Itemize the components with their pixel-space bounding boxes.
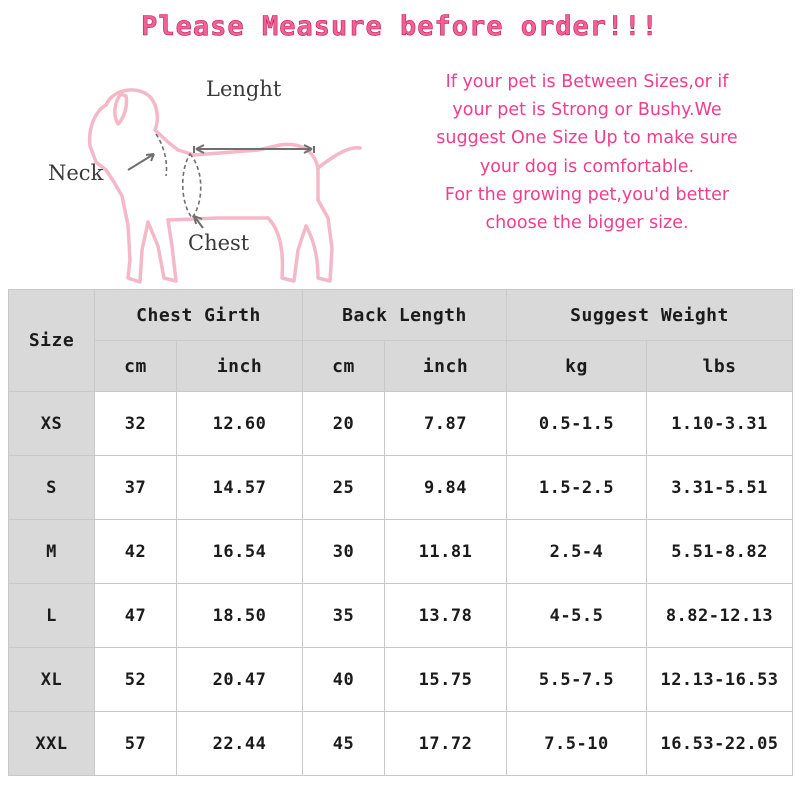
table-group-header-row — [9, 290, 793, 341]
header-suggest-weight: Suggest Weight — [507, 290, 793, 341]
table-row — [9, 392, 793, 456]
cell-size: S — [9, 456, 95, 520]
cell-chest-inch: 20.47 — [177, 648, 303, 712]
cell-weight-lbs: 5.51-8.82 — [647, 520, 793, 584]
cell-chest-inch: 22.44 — [177, 712, 303, 776]
cell-weight-kg: 5.5-7.5 — [507, 648, 647, 712]
cell-back-inch: 13.78 — [385, 584, 507, 648]
label-neck: Neck — [48, 160, 104, 185]
note-line: suggest One Size Up to make sure — [436, 128, 738, 149]
table-row — [9, 648, 793, 712]
table-unit-header-row — [9, 341, 793, 392]
header-chest-girth: Chest Girth — [95, 290, 303, 341]
note-line: For the growing pet,you'd better — [444, 185, 730, 206]
cell-chest-inch: 16.54 — [177, 520, 303, 584]
cell-size: XL — [9, 648, 95, 712]
cell-back-cm: 45 — [303, 712, 385, 776]
header-back-cm: cm — [303, 341, 385, 392]
cell-back-cm: 25 — [303, 456, 385, 520]
cell-back-inch: 11.81 — [385, 520, 507, 584]
cell-back-cm: 30 — [303, 520, 385, 584]
cell-weight-kg: 7.5-10 — [507, 712, 647, 776]
cell-chest-inch: 12.60 — [177, 392, 303, 456]
cell-weight-kg: 0.5-1.5 — [507, 392, 647, 456]
table-row — [9, 712, 793, 776]
cell-chest-inch: 14.57 — [177, 456, 303, 520]
cell-back-inch: 17.72 — [385, 712, 507, 776]
table-row — [9, 584, 793, 648]
page-title: Please Measure before order!!! — [141, 11, 659, 42]
cell-size: M — [9, 520, 95, 584]
illustration-section — [0, 46, 800, 296]
note-line: If your pet is Between Sizes,or if — [445, 71, 729, 92]
header-back-length: Back Length — [303, 290, 507, 341]
cell-size: XS — [9, 392, 95, 456]
header-size: Size — [9, 290, 95, 392]
header-weight-kg: kg — [507, 341, 647, 392]
header-weight-lbs: lbs — [647, 341, 793, 392]
sizing-note — [392, 68, 782, 238]
label-length: Lenght — [206, 76, 282, 101]
cell-chest-cm: 47 — [95, 584, 177, 648]
cell-chest-cm: 57 — [95, 712, 177, 776]
cell-chest-inch: 18.50 — [177, 584, 303, 648]
cell-back-inch: 15.75 — [385, 648, 507, 712]
header-chest-inch: inch — [177, 341, 303, 392]
cell-weight-kg: 4-5.5 — [507, 584, 647, 648]
cell-weight-lbs: 3.31-5.51 — [647, 456, 793, 520]
note-line: choose the bigger size. — [485, 213, 689, 234]
header-chest-cm: cm — [95, 341, 177, 392]
dog-diagram — [18, 50, 378, 295]
cell-back-inch: 7.87 — [385, 392, 507, 456]
cell-weight-kg: 2.5-4 — [507, 520, 647, 584]
cell-back-cm: 35 — [303, 584, 385, 648]
cell-weight-lbs: 12.13-16.53 — [647, 648, 793, 712]
cell-back-cm: 40 — [303, 648, 385, 712]
note-line: your dog is comfortable. — [479, 156, 695, 177]
header-back-inch: inch — [385, 341, 507, 392]
label-chest: Chest — [188, 230, 250, 255]
cell-weight-kg: 1.5-2.5 — [507, 456, 647, 520]
size-table — [8, 289, 793, 776]
cell-chest-cm: 37 — [95, 456, 177, 520]
cell-chest-cm: 52 — [95, 648, 177, 712]
cell-weight-lbs: 8.82-12.13 — [647, 584, 793, 648]
table-row — [9, 520, 793, 584]
cell-size: XXL — [9, 712, 95, 776]
cell-weight-lbs: 16.53-22.05 — [647, 712, 793, 776]
cell-chest-cm: 42 — [95, 520, 177, 584]
table-row — [9, 456, 793, 520]
note-line: your pet is Strong or Bushy.We — [452, 100, 722, 121]
cell-back-cm: 20 — [303, 392, 385, 456]
size-table-wrapper — [8, 289, 792, 776]
cell-weight-lbs: 1.10-3.31 — [647, 392, 793, 456]
cell-size: L — [9, 584, 95, 648]
cell-back-inch: 9.84 — [385, 456, 507, 520]
cell-chest-cm: 32 — [95, 392, 177, 456]
